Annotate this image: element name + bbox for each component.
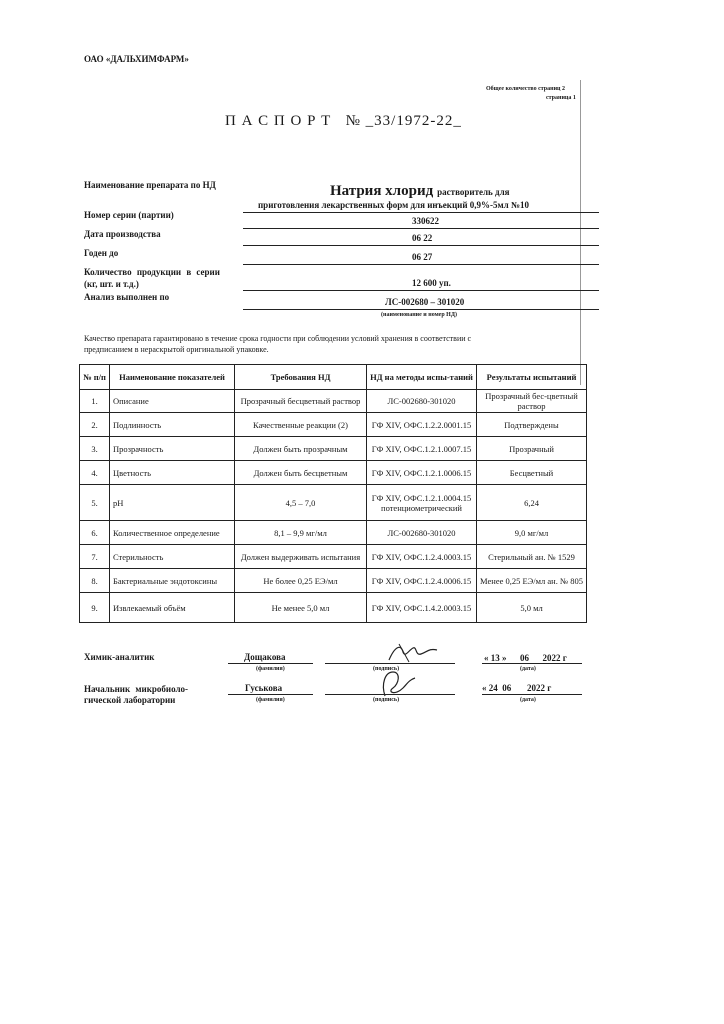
row-method: ГФ XIV, ОФС.1.2.1.0004.15 потенциометрический — [367, 485, 477, 521]
row-requirement: Не менее 5,0 мл — [235, 593, 367, 623]
analysis-underline — [243, 309, 599, 310]
header-num: № п/п — [80, 365, 110, 390]
row-name: Количественное определение — [110, 521, 235, 545]
table-row — [80, 437, 587, 461]
row-num: 6. — [80, 521, 110, 545]
table-row — [80, 545, 587, 569]
row-method: ЛС-002680-301020 — [367, 390, 477, 413]
page-number-label: страница — [546, 95, 572, 101]
expiry-value: 06 27 — [412, 252, 433, 262]
head-date-line — [482, 694, 582, 695]
row-name: Описание — [110, 390, 235, 413]
head-signature-caption: (подпись) — [373, 697, 400, 703]
row-name: pH — [110, 485, 235, 521]
expiry-underline — [243, 264, 599, 265]
page-count — [486, 86, 565, 92]
quality-note-line1: Качество препарата гарантировано в течение срока годности при соблюдении условий хранения в соответствии с — [84, 334, 472, 343]
row-result: Подтверждены — [477, 413, 587, 437]
drug-label: Наименование препарата по НД — [84, 180, 216, 190]
chemist-label: Химик-аналитик — [84, 652, 155, 662]
head-surname-caption: (фамилия) — [256, 697, 285, 703]
row-result: 9,0 мг/мл — [477, 521, 587, 545]
head-date: « 24 06 2022 г — [482, 683, 552, 693]
row-method: ГФ XIV, ОФС.1.2.1.0006.15 — [367, 461, 477, 485]
row-num: 7. — [80, 545, 110, 569]
row-result: Прозрачный — [477, 437, 587, 461]
row-result: Стерильный ан. № 1529 — [477, 545, 587, 569]
series-value: 330622 — [412, 216, 439, 226]
drug-underline — [243, 212, 599, 213]
drug-name-suffix: растворитель для — [437, 187, 510, 197]
company-name: ОАО «ДАЛЬХИМФАРМ» — [84, 54, 189, 64]
quality-note-line2: предписанием в нераскрытой оригинальной упаковке. — [84, 345, 269, 354]
chemist-date-caption: (дата) — [520, 666, 536, 672]
row-num: 5. — [80, 485, 110, 521]
table-row — [80, 461, 587, 485]
chemist-date-line — [482, 663, 582, 664]
table-row — [80, 390, 587, 413]
chemist-signature-caption: (подпись) — [373, 666, 400, 672]
row-result: Прозрачный бес-цветный раствор — [477, 390, 587, 413]
chemist-signature-line — [325, 663, 455, 664]
row-method: ЛС-002680-301020 — [367, 521, 477, 545]
header-method: НД на методы испы-таний — [367, 365, 477, 390]
row-method: ГФ XIV, ОФС.1.2.1.0007.15 — [367, 437, 477, 461]
row-name: Цветность — [110, 461, 235, 485]
series-underline — [243, 228, 599, 229]
row-result: Менее 0,25 ЕЭ/мл ан. № 805 — [477, 569, 587, 593]
chemist-surname-line — [228, 663, 313, 664]
row-num: 3. — [80, 437, 110, 461]
analysis-caption: (наименование и номер НД) — [381, 312, 457, 318]
chemist-surname: Дощакова — [244, 652, 286, 662]
row-name: Стерильность — [110, 545, 235, 569]
row-num: 4. — [80, 461, 110, 485]
chemist-date: « 13 » 06 2022 г — [484, 653, 567, 663]
quantity-label: Количество продукции в серии — [84, 267, 220, 277]
production-date-underline — [243, 245, 599, 246]
head-surname-line — [228, 694, 313, 695]
head-date-caption: (дата) — [520, 697, 536, 703]
page-total-value: 2 — [562, 86, 566, 92]
drug-name — [330, 182, 510, 200]
page-edge-shadow — [580, 80, 581, 385]
table-row — [80, 521, 587, 545]
head-label-line2: гической лаборатории — [84, 695, 176, 705]
row-method: ГФ XIV, ОФС.1.2.4.0003.15 — [367, 545, 477, 569]
row-result: Бесцветный — [477, 461, 587, 485]
row-method: ГФ XIV, ОФС.1.2.2.0001.15 — [367, 413, 477, 437]
header-requirement: Требования НД — [235, 365, 367, 390]
series-label: Номер серии (партии) — [84, 210, 174, 220]
row-requirement: 8,1 – 9,9 мг/мл — [235, 521, 367, 545]
row-result: 5,0 мл — [477, 593, 587, 623]
production-date-value: 06 22 — [412, 233, 433, 243]
row-name: Подлинность — [110, 413, 235, 437]
page-number-value: 1 — [572, 95, 576, 101]
expiry-label: Годен до — [84, 248, 119, 258]
row-method: ГФ XIV, ОФС.1.2.4.0006.15 — [367, 569, 477, 593]
results-table — [79, 364, 587, 623]
row-method: ГФ XIV, ОФС.1.4.2.0003.15 — [367, 593, 477, 623]
table-row — [80, 569, 587, 593]
drug-name-main: Натрия хлорид — [330, 183, 434, 199]
row-num: 9. — [80, 593, 110, 623]
analysis-value: ЛС-002680 – 301020 — [385, 297, 465, 307]
header-name: Наименование показателей — [110, 365, 235, 390]
row-result: 6,24 — [477, 485, 587, 521]
row-requirement: Не более 0,25 ЕЭ/мл — [235, 569, 367, 593]
table-row — [80, 413, 587, 437]
quantity-unit-label: (кг, шт. и т.д.) — [84, 279, 139, 289]
row-num: 8. — [80, 569, 110, 593]
row-name: Извлекаемый объём — [110, 593, 235, 623]
quantity-underline — [243, 290, 599, 291]
production-date-label: Дата производства — [84, 229, 161, 239]
row-requirement: Должен быть прозрачным — [235, 437, 367, 461]
row-requirement: 4,5 – 7,0 — [235, 485, 367, 521]
quantity-value: 12 600 уп. — [412, 278, 451, 288]
head-surname: Гуськова — [245, 683, 283, 693]
row-num: 2. — [80, 413, 110, 437]
table-row — [80, 593, 587, 623]
row-requirement: Качественные реакции (2) — [235, 413, 367, 437]
head-signature-line — [325, 694, 455, 695]
drug-name-line2: приготовления лекарственных форм для инъекций 0,9%-5мл №10 — [258, 200, 530, 210]
table-row — [80, 485, 587, 521]
table-header-row — [80, 365, 587, 390]
head-label-line1: Начальник микробиоло- — [84, 684, 189, 694]
page-number — [546, 95, 576, 101]
row-name: Бактериальные эндотоксины — [110, 569, 235, 593]
page-total-label: Общее количество страниц — [486, 86, 561, 92]
row-num: 1. — [80, 390, 110, 413]
row-name: Прозрачность — [110, 437, 235, 461]
analysis-label: Анализ выполнен по — [84, 292, 170, 302]
header-result: Результаты испытаний — [477, 365, 587, 390]
row-requirement: Должен быть бесцветным — [235, 461, 367, 485]
row-requirement: Прозрачный бесцветный раствор — [235, 390, 367, 413]
chemist-surname-caption: (фамилия) — [256, 666, 285, 672]
row-requirement: Должен выдерживать испытания — [235, 545, 367, 569]
document-title: П А С П О Р Т № _33/1972-22_ — [225, 113, 462, 129]
